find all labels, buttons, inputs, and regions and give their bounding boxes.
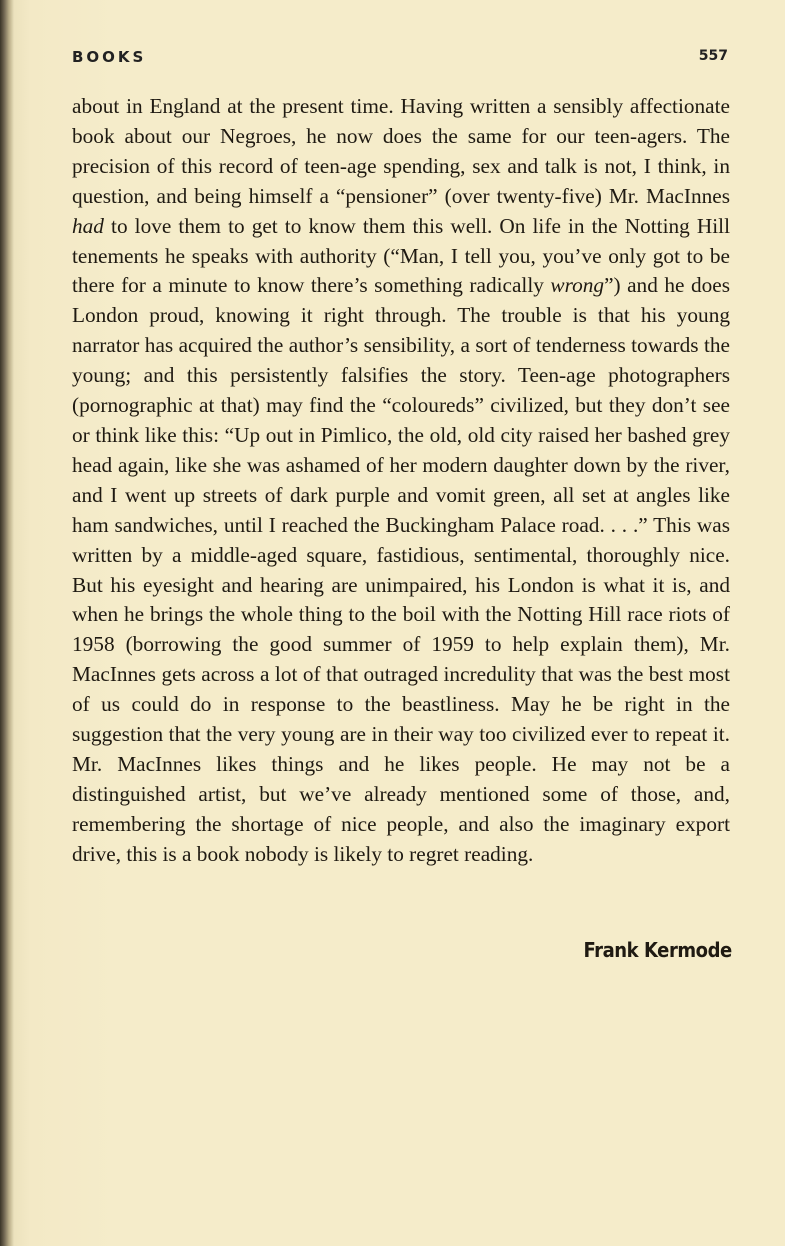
review-text-part-2: to love them to get to know them this well. On life in the Notting Hill tenements he speaks with authority (“Man, I tell you, you’ve only got to be there for a minute to know there’s something radically [72, 213, 730, 298]
page-header [72, 48, 728, 72]
reviewer-signature: Frank Kermode [583, 938, 732, 962]
page-number: 557 [698, 48, 728, 64]
review-paragraph [72, 92, 730, 870]
running-head: BOOKS [72, 48, 147, 66]
emphasis-had: had [72, 213, 104, 238]
page-binding-edge [0, 0, 14, 1246]
review-text-part-3: ”) and he does London proud, knowing it right through. The trouble is that his young narrator has acquired the author’s sensibility, a sort of tenderness towards the young; and this persistently falsifies the story. Teen-age photographers (pornographic at that) may find the “coloureds” civilized, but they don’t see or think like this: “Up out in Pimlico, the old, old city raised her bashed grey head again, like she was ashamed of her modern daughter down by the river, and I went up streets of dark purple and vomit green, all set at angles like ham sandwiches, until I reached the Buckingham Palace road. . . .” This was written by a middle-aged square, fastidious, sentimental, thoroughly nice. But his eyesight and hearing are unimpaired, his London is what it is, and when he brings the whole thing to the boil with the Notting Hill race riots of 1958 (borrowing the good summer of 1959 to help explain them), Mr. MacInnes gets across a lot of that outraged incredulity that was the best most of us could do in response to the beastliness. May he be right in the suggestion that the very young are in their way too civilized ever to repeat it. Mr. MacInnes likes things and he likes people. He may not be a distinguished artist, but we’ve already mentioned some of those, and, remembering the shortage of nice people, and also the imaginary export drive, this is a book nobody is likely to regret reading. [72, 273, 730, 866]
review-text-part-1: about in England at the present time. Having written a sensibly affectionate book about our Negroes, he now does the same for our teen-agers. The precision of this record of teen-age spending, sex and talk is not, I think, in question, and being himself a “pensioner” (over twenty-five) Mr. MacInnes [72, 94, 730, 208]
emphasis-wrong: wrong [550, 273, 605, 298]
